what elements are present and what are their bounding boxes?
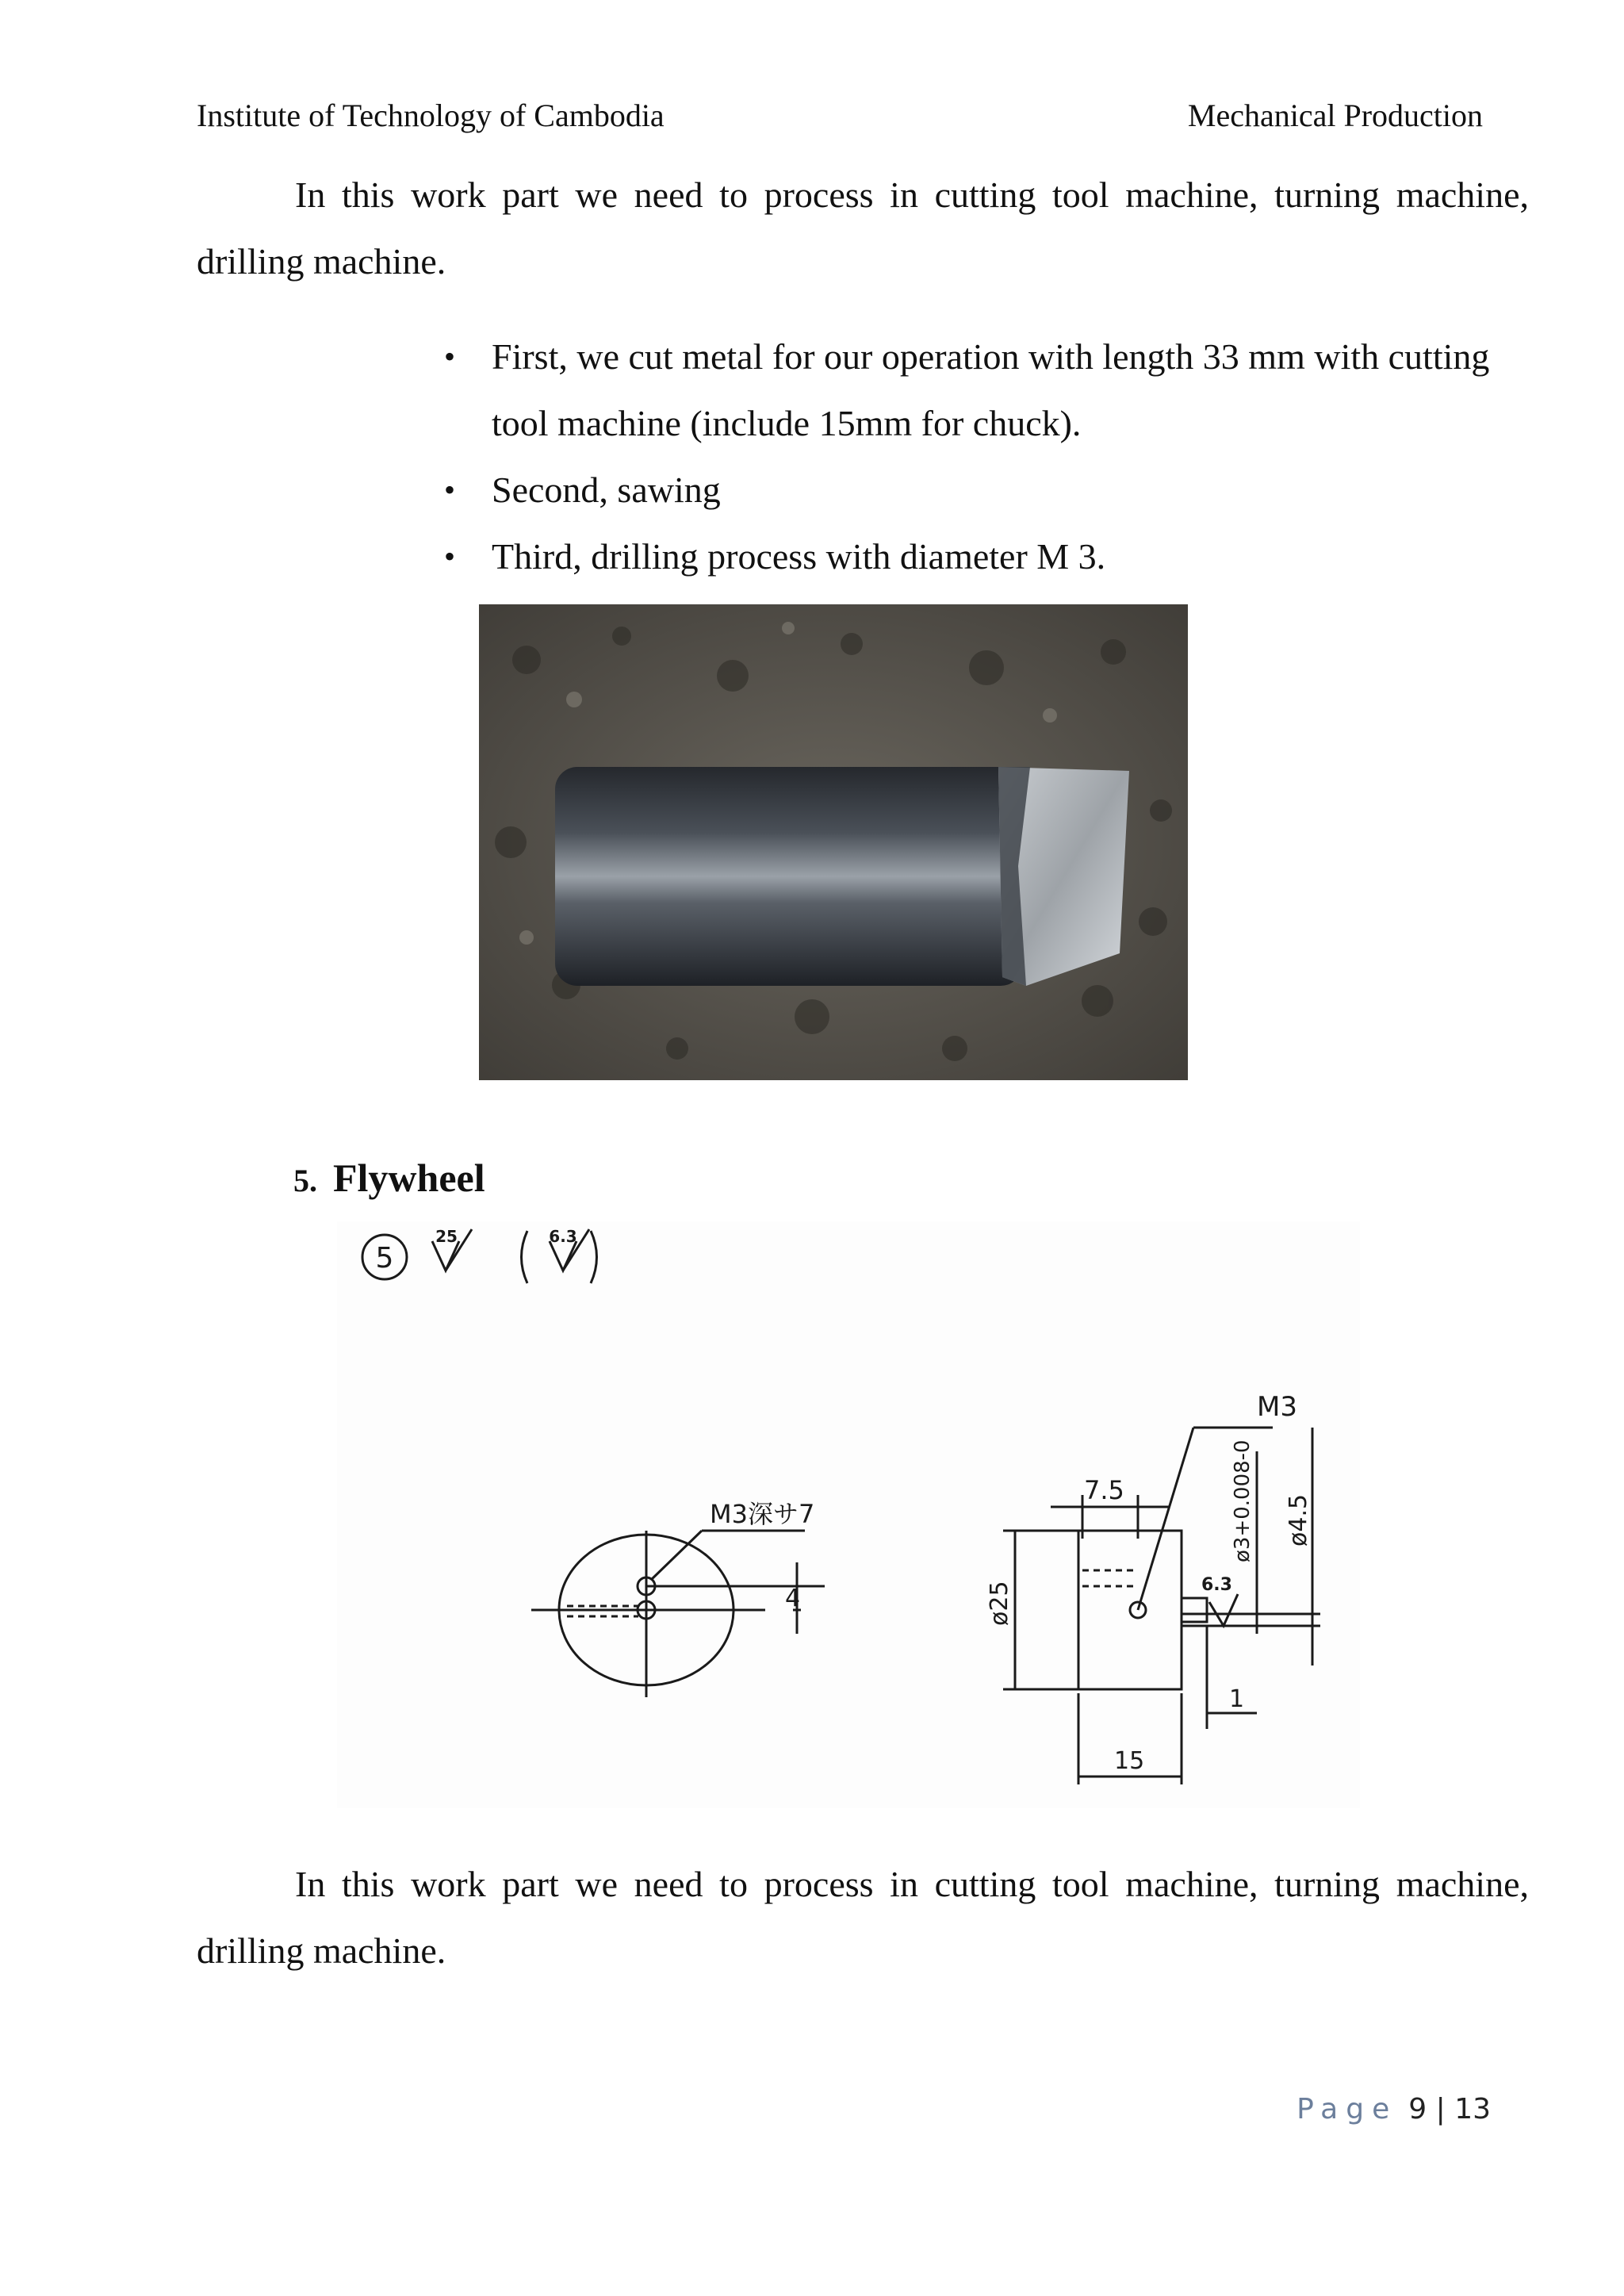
page-label: Page bbox=[1297, 2093, 1398, 2125]
list-item bbox=[444, 457, 1538, 523]
page-number: 9 bbox=[1408, 2093, 1427, 2125]
left-dimension: 4 bbox=[785, 1585, 801, 1612]
bullet-icon: • bbox=[444, 339, 456, 374]
bullet-icon: • bbox=[444, 539, 456, 574]
header-institute: Institute of Technology of Cambodia bbox=[197, 98, 665, 133]
intro-paragraph-text: In this work part we need to process in cutting tool machine, turning machine, drilling machine. bbox=[197, 174, 1529, 282]
width-dimension: 7.5 bbox=[1084, 1475, 1124, 1505]
surface-finish-value: 6.3 bbox=[1201, 1575, 1232, 1595]
closing-paragraph bbox=[197, 1851, 1529, 1984]
roughness-secondary-value: 6.3 bbox=[549, 1227, 577, 1246]
left-callout: M3深サ7 bbox=[710, 1499, 815, 1529]
step-text: First, we cut metal for our operation with length 33 mm with cutting tool machine (include 15mm for chuck). bbox=[492, 336, 1490, 443]
step-text: Third, drilling process with diameter M 3. bbox=[492, 536, 1106, 577]
process-steps-list bbox=[444, 324, 1538, 590]
diameter-dimension: ø25 bbox=[986, 1581, 1013, 1626]
length-dimension: 15 bbox=[1114, 1747, 1145, 1775]
section-number: 5. bbox=[293, 1163, 317, 1198]
page-separator: | bbox=[1435, 2093, 1446, 2125]
header-subject: Mechanical Production bbox=[1187, 98, 1483, 133]
list-item bbox=[444, 523, 1538, 590]
flywheel-drawing bbox=[337, 1221, 1360, 1808]
flywheel-side-view bbox=[1003, 1428, 1320, 1784]
section-title: Flywheel bbox=[333, 1156, 485, 1200]
roughness-main-value: 25 bbox=[435, 1227, 458, 1246]
workpiece-photo bbox=[479, 604, 1188, 1080]
part-number: 5 bbox=[375, 1242, 394, 1274]
step-text: Second, sawing bbox=[492, 470, 721, 510]
bore-outer-dimension: ø4.5 bbox=[1285, 1493, 1312, 1547]
bullet-icon: • bbox=[444, 472, 456, 508]
closing-paragraph-text: In this work part we need to process in cutting tool machine, turning machine, drilling machine. bbox=[197, 1864, 1529, 1971]
bore-tolerance-dimension: ø3+0.008-0 bbox=[1231, 1439, 1254, 1562]
flywheel-drawing-svg bbox=[337, 1221, 1360, 1808]
flywheel-front-view bbox=[531, 1531, 825, 1697]
total-pages: 13 bbox=[1454, 2093, 1491, 2125]
list-item bbox=[444, 324, 1538, 457]
step-dimension: 1 bbox=[1229, 1685, 1245, 1713]
workpiece-photo-image bbox=[479, 604, 1188, 1080]
section-heading bbox=[293, 1154, 485, 1205]
intro-paragraph bbox=[197, 162, 1529, 295]
page-footer bbox=[1297, 2092, 1491, 2127]
right-callout: M3 bbox=[1257, 1391, 1297, 1423]
